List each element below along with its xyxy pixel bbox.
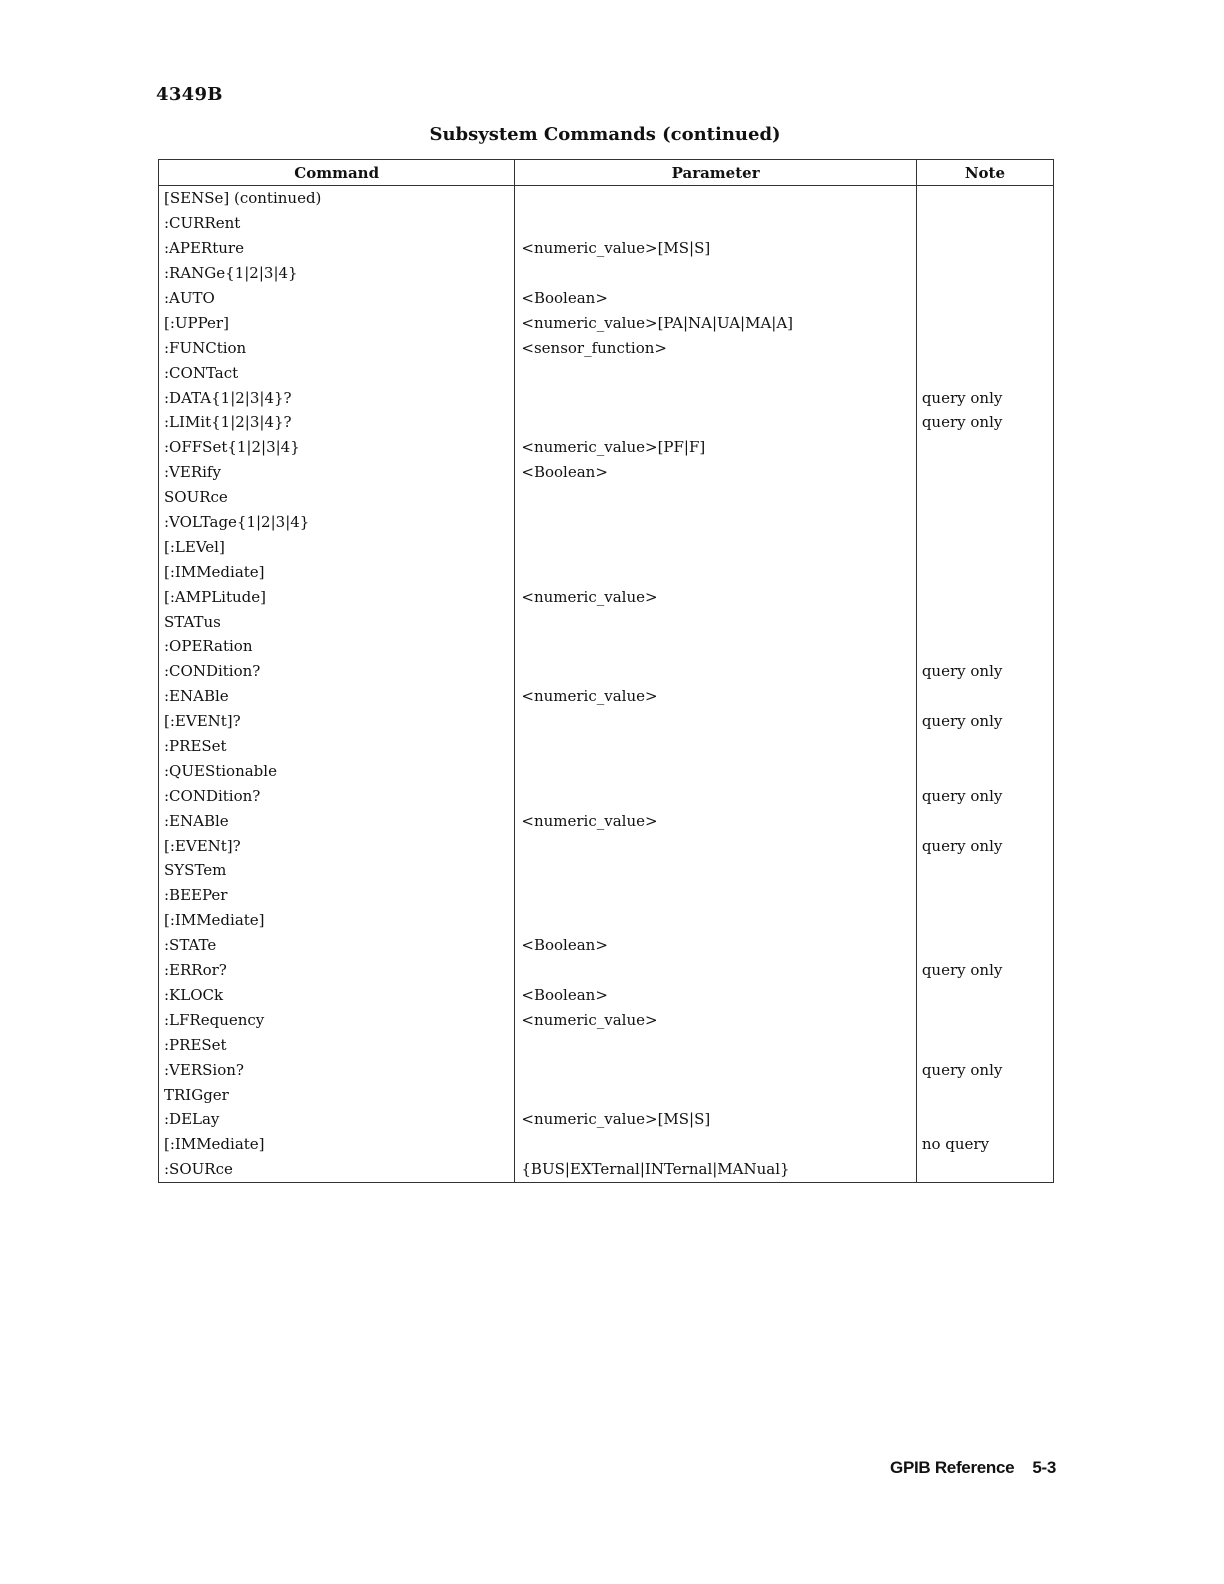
parameter-cell <box>515 261 916 286</box>
parameter-cell <box>515 1082 916 1107</box>
command-cell: :FUNCtion <box>159 335 515 360</box>
page-footer <box>890 1458 1056 1478</box>
command-cell: :STATe <box>159 933 515 958</box>
command-cell: :VERify <box>159 460 515 485</box>
command-cell: :DELay <box>159 1107 515 1132</box>
parameter-cell: <Boolean> <box>515 933 916 958</box>
table-row <box>159 584 1054 609</box>
table-row <box>159 908 1054 933</box>
command-cell: :BEEPer <box>159 883 515 908</box>
table-row <box>159 559 1054 584</box>
parameter-cell: <Boolean> <box>515 460 916 485</box>
command-cell: :AUTO <box>159 286 515 311</box>
parameter-cell: <numeric_value>[PA|NA|UA|MA|A] <box>515 310 916 335</box>
command-cell: :APERture <box>159 236 515 261</box>
note-cell <box>916 435 1053 460</box>
parameter-cell <box>515 659 916 684</box>
table-row <box>159 310 1054 335</box>
note-cell: query only <box>921 786 1003 805</box>
column-header-parameter: Parameter <box>515 160 916 186</box>
parameter-cell <box>515 958 916 983</box>
command-cell: [:EVENt]? <box>159 833 515 858</box>
parameter-cell <box>515 485 916 510</box>
table-body <box>159 186 1054 1183</box>
command-cell: TRIGger <box>159 1082 515 1107</box>
table-row <box>159 808 1054 833</box>
note-cell: query only <box>921 712 1003 731</box>
table-header-row <box>159 160 1054 186</box>
parameter-cell <box>515 510 916 535</box>
parameter-cell: <numeric_value>[PF|F] <box>515 435 916 460</box>
note-cell <box>916 634 1053 659</box>
table-row <box>159 758 1054 783</box>
command-cell: :CONDition? <box>159 659 515 684</box>
parameter-cell: <numeric_value> <box>515 584 916 609</box>
note-cell <box>916 360 1053 385</box>
parameter-cell <box>515 1132 916 1157</box>
parameter-cell: <Boolean> <box>515 286 916 311</box>
note-cell <box>916 211 1053 236</box>
parameter-cell <box>515 1032 916 1057</box>
command-cell: :RANGe{1|2|3|4} <box>159 261 515 286</box>
command-cell: :SOURce <box>159 1157 515 1182</box>
note-cell <box>916 983 1053 1008</box>
table-row <box>159 1082 1054 1107</box>
parameter-cell: <numeric_value> <box>515 1007 916 1032</box>
page-title: Subsystem Commands (continued) <box>429 124 781 145</box>
note-cell <box>916 1082 1053 1107</box>
table-row <box>159 510 1054 535</box>
table-row <box>159 385 1054 410</box>
table-row <box>159 983 1054 1008</box>
command-cell: :PRESet <box>159 1032 515 1057</box>
note-cell: query only <box>921 413 1003 432</box>
parameter-cell <box>515 758 916 783</box>
command-cell: SOURce <box>159 485 515 510</box>
note-cell <box>916 758 1053 783</box>
table-row <box>159 460 1054 485</box>
footer-page-number: 5-3 <box>1032 1458 1056 1477</box>
note-cell <box>916 236 1053 261</box>
column-header-note: Note <box>916 160 1053 186</box>
table-row <box>159 360 1054 385</box>
parameter-cell <box>515 360 916 385</box>
note-cell: no query <box>921 1135 990 1154</box>
table-row <box>159 684 1054 709</box>
table-row <box>159 958 1054 983</box>
parameter-cell <box>515 709 916 734</box>
note-cell <box>916 534 1053 559</box>
table-row <box>159 236 1054 261</box>
note-cell <box>916 559 1053 584</box>
note-cell <box>916 510 1053 535</box>
command-cell: :CURRent <box>159 211 515 236</box>
table-row <box>159 485 1054 510</box>
command-cell: [:IMMediate] <box>159 908 515 933</box>
note-cell <box>916 261 1053 286</box>
parameter-cell <box>515 634 916 659</box>
table-row <box>159 261 1054 286</box>
command-cell: :PRESet <box>159 734 515 759</box>
table-row <box>159 858 1054 883</box>
parameter-cell <box>515 858 916 883</box>
note-cell <box>916 310 1053 335</box>
parameter-cell <box>515 186 916 211</box>
table-row <box>159 186 1054 211</box>
note-cell: query only <box>921 961 1003 980</box>
command-cell: :VERSion? <box>159 1057 515 1082</box>
note-cell <box>916 933 1053 958</box>
command-cell: [:LEVel] <box>159 534 515 559</box>
parameter-cell: <numeric_value> <box>515 684 916 709</box>
table-row <box>159 734 1054 759</box>
note-cell <box>916 609 1053 634</box>
note-cell: query only <box>921 388 1003 407</box>
note-cell <box>916 1107 1053 1132</box>
note-cell: query only <box>921 1060 1003 1079</box>
footer-section: GPIB Reference <box>890 1458 1015 1477</box>
table-row <box>159 410 1054 435</box>
table-row <box>159 634 1054 659</box>
command-cell: SYSTem <box>159 858 515 883</box>
command-cell: :DATA{1|2|3|4}? <box>159 385 515 410</box>
table-row <box>159 609 1054 634</box>
parameter-cell <box>515 883 916 908</box>
command-cell: :LIMit{1|2|3|4}? <box>159 410 515 435</box>
note-cell: query only <box>921 662 1003 681</box>
column-header-command: Command <box>159 160 515 186</box>
parameter-cell <box>515 734 916 759</box>
table-row <box>159 659 1054 684</box>
command-cell: [:AMPLitude] <box>159 584 515 609</box>
note-cell <box>916 335 1053 360</box>
command-cell: [:EVENt]? <box>159 709 515 734</box>
note-cell: query only <box>921 836 1003 855</box>
note-cell <box>916 286 1053 311</box>
parameter-cell <box>515 1057 916 1082</box>
subsystem-commands-table <box>158 159 1054 1183</box>
command-cell: :CONDition? <box>159 783 515 808</box>
table-row <box>159 1132 1054 1157</box>
note-cell <box>916 1032 1053 1057</box>
note-cell <box>916 485 1053 510</box>
note-cell <box>916 734 1053 759</box>
command-cell: :VOLTage{1|2|3|4} <box>159 510 515 535</box>
model-number: 4349B <box>156 84 223 105</box>
note-cell <box>916 584 1053 609</box>
command-cell: :KLOCk <box>159 983 515 1008</box>
command-cell: [:IMMediate] <box>159 559 515 584</box>
command-cell: :ERRor? <box>159 958 515 983</box>
parameter-cell <box>515 833 916 858</box>
parameter-cell: <Boolean> <box>515 983 916 1008</box>
parameter-cell: <numeric_value>[MS|S] <box>515 1107 916 1132</box>
table-row <box>159 1107 1054 1132</box>
command-cell: :ENABle <box>159 684 515 709</box>
command-cell: :QUEStionable <box>159 758 515 783</box>
note-cell <box>916 186 1053 211</box>
note-cell <box>916 1157 1053 1182</box>
command-cell: :OFFSet{1|2|3|4} <box>159 435 515 460</box>
table-row <box>159 211 1054 236</box>
parameter-cell <box>515 410 916 435</box>
note-cell <box>916 808 1053 833</box>
parameter-cell <box>515 908 916 933</box>
command-cell: [:IMMediate] <box>159 1132 515 1157</box>
note-cell <box>916 883 1053 908</box>
table-row <box>159 709 1054 734</box>
table-row <box>159 1157 1054 1182</box>
parameter-cell: <numeric_value> <box>515 808 916 833</box>
table-row <box>159 435 1054 460</box>
command-cell: :OPERation <box>159 634 515 659</box>
table-row <box>159 833 1054 858</box>
table-row <box>159 335 1054 360</box>
note-cell <box>916 460 1053 485</box>
note-cell <box>916 1007 1053 1032</box>
parameter-cell: {BUS|EXTernal|INTernal|MANual} <box>515 1157 916 1182</box>
table-row <box>159 1007 1054 1032</box>
table-row <box>159 1032 1054 1057</box>
table-row <box>159 783 1054 808</box>
parameter-cell <box>515 559 916 584</box>
command-cell: :ENABle <box>159 808 515 833</box>
parameter-cell <box>515 783 916 808</box>
parameter-cell <box>515 385 916 410</box>
note-cell <box>916 908 1053 933</box>
table-row <box>159 933 1054 958</box>
command-cell: [SENSe] (continued) <box>159 186 515 211</box>
table-row <box>159 286 1054 311</box>
command-cell: STATus <box>159 609 515 634</box>
note-cell <box>916 858 1053 883</box>
parameter-cell <box>515 534 916 559</box>
parameter-cell <box>515 609 916 634</box>
command-cell: [:UPPer] <box>159 310 515 335</box>
parameter-cell: <sensor_function> <box>515 335 916 360</box>
parameter-cell <box>515 211 916 236</box>
table-row <box>159 534 1054 559</box>
command-cell: :LFRequency <box>159 1007 515 1032</box>
note-cell <box>916 684 1053 709</box>
table-row <box>159 883 1054 908</box>
command-cell: :CONTact <box>159 360 515 385</box>
parameter-cell: <numeric_value>[MS|S] <box>515 236 916 261</box>
table-row <box>159 1057 1054 1082</box>
